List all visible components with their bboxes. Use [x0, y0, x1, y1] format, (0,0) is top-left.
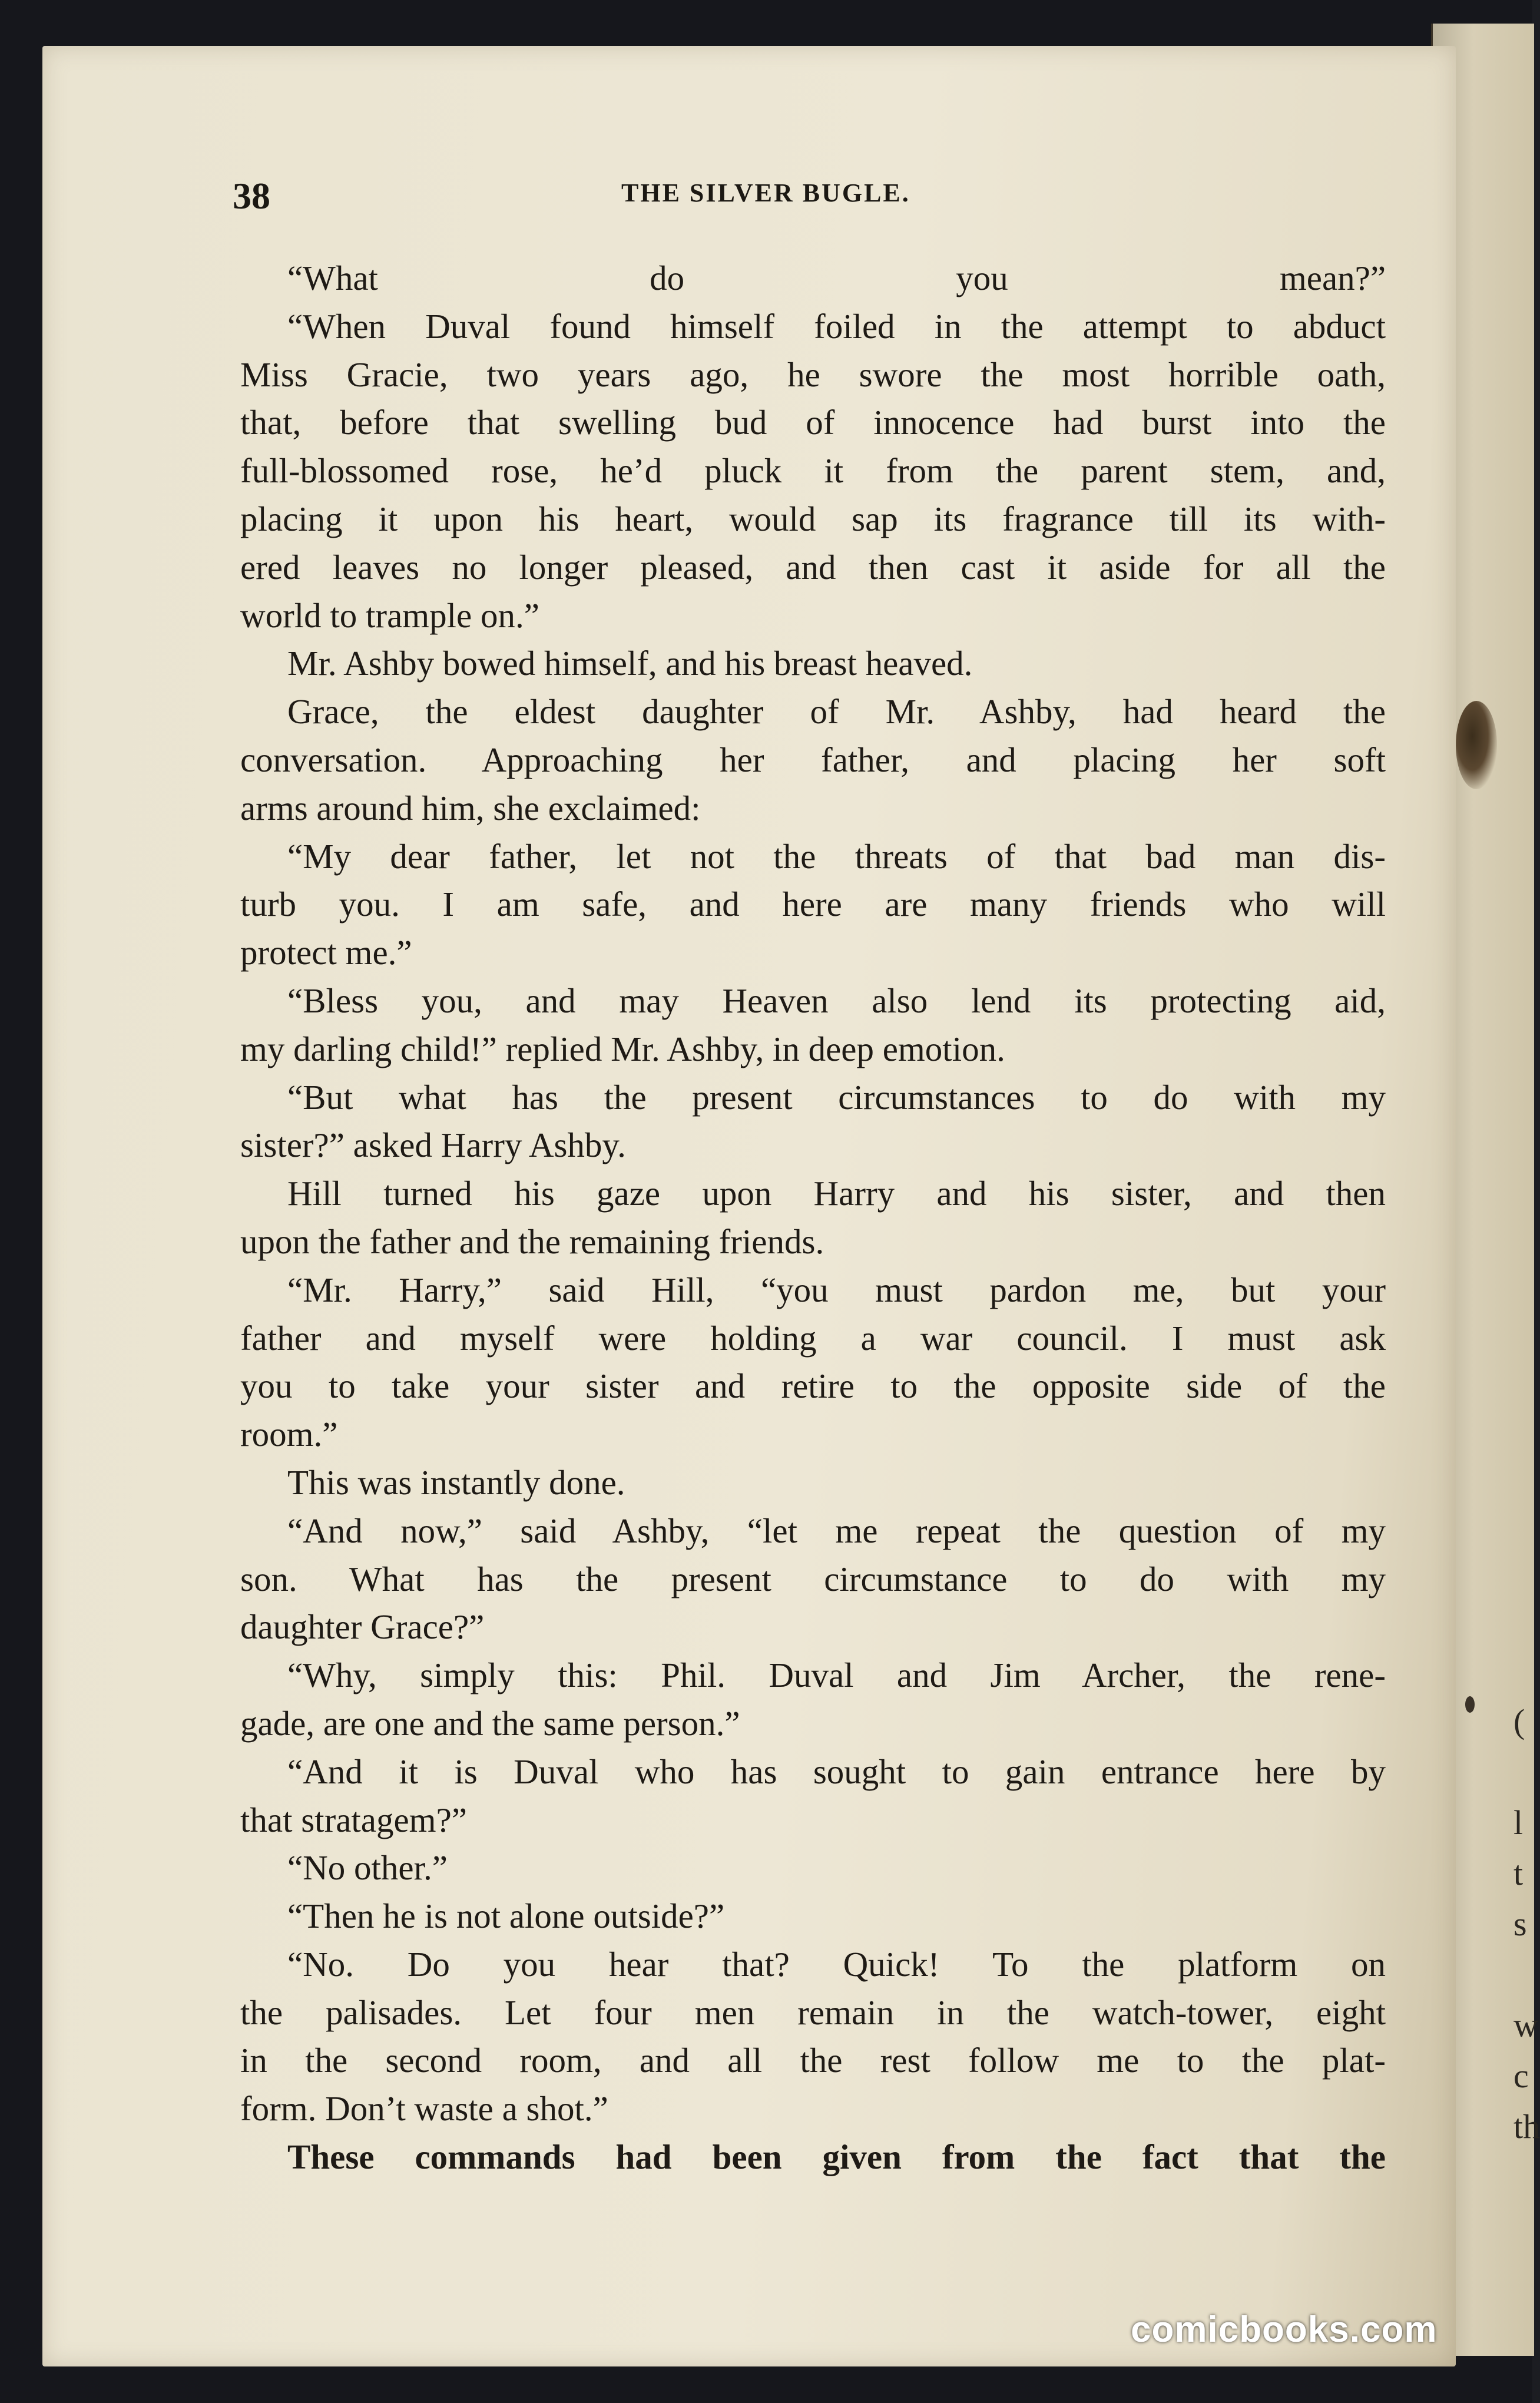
text-line: Mr. Ashby bowed himself, and his breast heaved. [287, 644, 973, 683]
text-line: “Why, simply this: Phil. Duval and Jim Archer, the rene- [287, 1656, 1386, 1695]
body-text [240, 254, 1386, 2182]
text-line: room.” [240, 1415, 338, 1454]
text-line: the palisades. Let four men remain in the watch-tower, eight [240, 1992, 1386, 2032]
text-line: placing it upon his heart, would sap its fragrance till its with- [240, 499, 1386, 538]
text-line: “And now,” said Ashby, “let me repeat the question of my [287, 1511, 1386, 1550]
text-line: son. What has the present circumstance to do with my [240, 1559, 1386, 1598]
text-line: “And it is Duval who has sought to gain entrance here by [287, 1752, 1386, 1791]
text-line: that, before that swelling bud of innocence had burst into the [240, 403, 1386, 442]
text-line: “No. Do you hear that? Quick! To the platform on [287, 1944, 1386, 1984]
text-line: “Mr. Harry,” said Hill, “you must pardon me, but your [287, 1270, 1386, 1309]
text-line: Grace, the eldest daughter of Mr. Ashby, had heard the [287, 692, 1386, 732]
running-head [233, 174, 1387, 221]
text-line: in the second room, and all the rest follow me to the plat- [240, 2041, 1386, 2080]
text-line: my darling child!” replied Mr. Ashby, in deep emotion. [240, 1029, 1005, 1068]
text-line: that stratagem?” [240, 1800, 467, 1839]
text-line: daughter Grace?” [240, 1607, 485, 1647]
text-line: upon the father and the remaining friends. [240, 1222, 824, 1261]
text-line: sister?” asked Harry Ashby. [240, 1126, 626, 1165]
text-line: “No other.” [287, 1848, 448, 1888]
text-line: “But what has the present circumstances to do with my [287, 1077, 1386, 1117]
text-line: “My dear father, let not the threats of that bad man dis- [287, 836, 1386, 876]
text-line: These commands had been given from the fact that the [287, 2137, 1386, 2177]
text-line: This was instantly done. [287, 1462, 625, 1502]
text-line: world to trample on.” [240, 595, 539, 635]
text-line: ered leaves no longer pleased, and then cast it aside for all the [240, 547, 1386, 587]
text-line: “What do you mean?” [287, 259, 1386, 297]
text-line: “When Duval found himself foiled in the attempt to abduct [287, 306, 1386, 346]
text-line: turb you. I am safe, and here are many friends who will [240, 885, 1386, 924]
facing-page-text: ( l t s w c th [1513, 1702, 1540, 2146]
text-line: Hill turned his gaze upon Harry and his sister, and then [287, 1174, 1386, 1213]
page-number: 38 [233, 175, 270, 217]
text-line: full-blossomed rose, he’d pluck it from the parent stem, and, [240, 451, 1386, 491]
text-line: “Then he is not alone outside?” [287, 1896, 725, 1936]
text-line: gade, are one and the same person.” [240, 1703, 740, 1743]
running-title: THE SILVER BUGLE. [621, 178, 910, 207]
text-line: protect me.” [240, 933, 412, 972]
text-line: father and myself were holding a war council. I must ask [240, 1318, 1386, 1358]
page-ink-spot [1465, 1696, 1475, 1713]
page-damage-mark [1456, 701, 1497, 789]
watermark: comicbooks.com [1131, 2309, 1438, 2350]
text-line: conversation. Approaching her father, and placing her soft [240, 740, 1386, 779]
text-line: “Bless you, and may Heaven also lend its protecting aid, [287, 981, 1386, 1020]
text-line: you to take your sister and retire to the opposite side of the [240, 1366, 1386, 1406]
text-line: form. Don’t waste a shot.” [240, 2089, 608, 2129]
text-line: Miss Gracie, two years ago, he swore the most horrible oath, [240, 355, 1386, 394]
text-line: arms around him, she exclaimed: [240, 788, 701, 828]
